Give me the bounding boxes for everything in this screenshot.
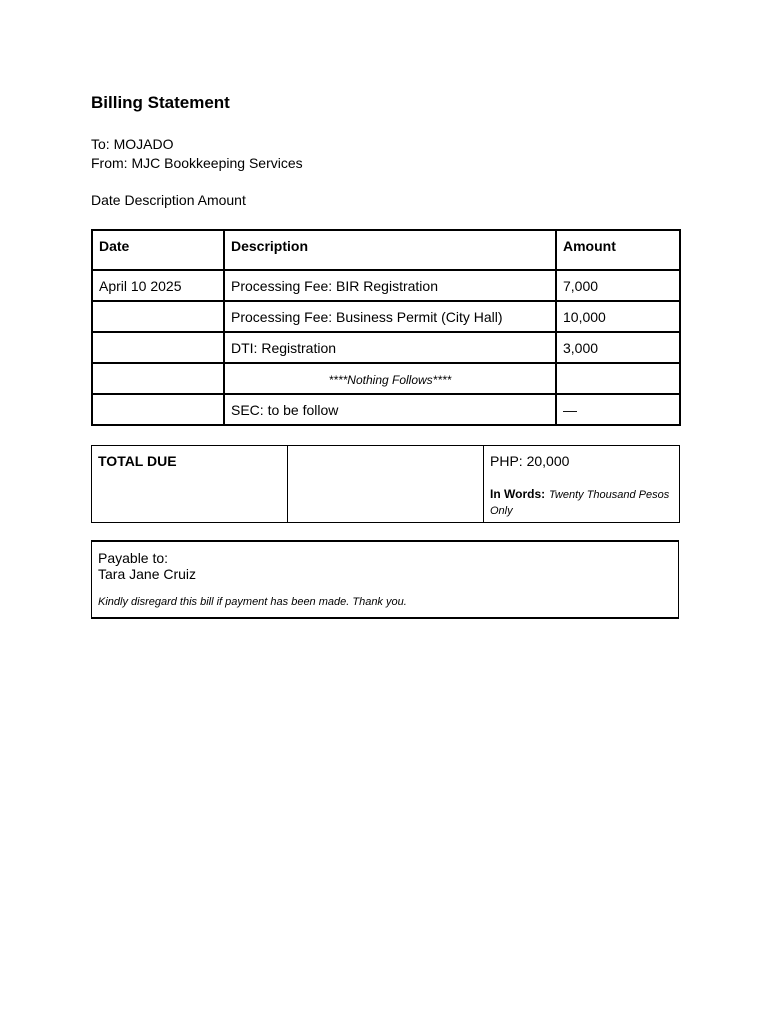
row-amount	[556, 363, 680, 394]
items-header-row	[92, 230, 680, 270]
in-words	[490, 486, 673, 518]
row-description	[224, 363, 556, 394]
total-due-cell	[92, 446, 288, 523]
row-date	[92, 363, 224, 394]
total-amount: PHP: 20,000	[490, 453, 570, 469]
total-amount-cell	[484, 446, 680, 523]
document-title: Billing Statement	[91, 93, 230, 112]
columns-line: Date Description Amount	[91, 192, 246, 208]
row-description: SEC: to be follow	[224, 394, 556, 425]
table-row	[92, 301, 680, 332]
table-row	[92, 363, 680, 394]
in-words-label: In Words:	[490, 487, 546, 501]
header-amount: Amount	[556, 230, 680, 270]
totals-table	[91, 445, 680, 523]
row-description: Processing Fee: Business Permit (City Hall)	[224, 301, 556, 332]
table-row	[92, 394, 680, 425]
from-line: From: MJC Bookkeeping Services	[91, 155, 303, 171]
row-date	[92, 332, 224, 363]
payable-label: Payable to:	[98, 550, 169, 566]
to-line: To: MOJADO	[91, 136, 174, 152]
row-amount: 10,000	[556, 301, 680, 332]
in-words-value: Twenty Thousand Pesos Only	[490, 489, 670, 517]
row-description: DTI: Registration	[224, 332, 556, 363]
payable-box	[91, 540, 679, 619]
row-date	[92, 301, 224, 332]
row-date	[92, 394, 224, 425]
total-due-label: TOTAL DUE	[98, 453, 177, 469]
header-date: Date	[92, 230, 224, 270]
row-amount: 7,000	[556, 270, 680, 301]
payee-name: Tara Jane Cruiz	[98, 566, 197, 582]
header-description: Description	[224, 230, 556, 270]
table-row	[92, 270, 680, 301]
table-row	[92, 332, 680, 363]
nothing-follows-text: ****Nothing Follows****	[328, 373, 452, 387]
row-description: Processing Fee: BIR Registration	[224, 270, 556, 301]
row-date: April 10 2025	[92, 270, 224, 301]
row-amount: 3,000	[556, 332, 680, 363]
totals-row	[92, 446, 680, 523]
row-amount: —	[556, 394, 680, 425]
payment-note: Kindly disregard this bill if payment has been made. Thank you.	[98, 596, 407, 608]
totals-empty-cell	[288, 446, 484, 523]
items-table	[91, 229, 681, 426]
